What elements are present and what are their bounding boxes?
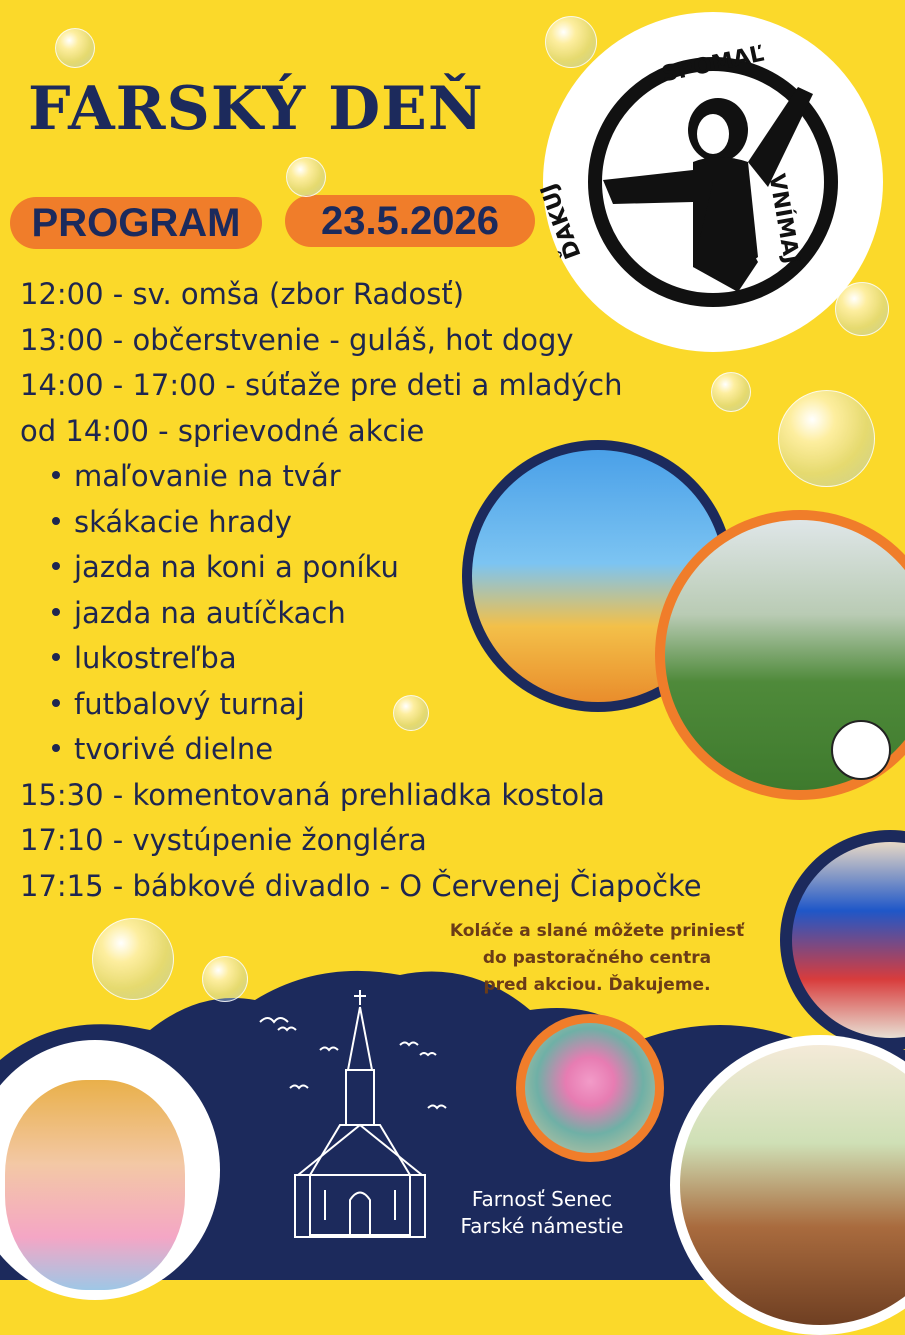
note-line: pred akciou. Ďakujeme. xyxy=(483,975,711,995)
bubble-decoration xyxy=(202,956,248,1002)
logo-text-left: ĎAKUJ xyxy=(536,180,587,262)
activity-item: tvorivé dielne xyxy=(20,727,702,773)
logo-text-right: VNÍMAJ xyxy=(763,172,804,266)
schedule-item: 17:10 - vystúpenie žongléra xyxy=(20,823,427,857)
note xyxy=(412,918,782,999)
activity-item: lukostreľba xyxy=(20,636,702,682)
footer-address xyxy=(452,1186,632,1240)
bubble-decoration xyxy=(393,695,429,731)
activity-item: skákacie hrady xyxy=(20,500,702,546)
date-badge: 23.5.2026 xyxy=(285,195,535,247)
parish-name: Farnosť Senec xyxy=(471,1187,613,1211)
schedule-item: 15:30 - komentovaná prehliadka kostola xyxy=(20,777,605,812)
bubble-decoration xyxy=(92,918,174,1000)
bubble-decoration xyxy=(545,16,597,68)
note-line: do pastoračného centra xyxy=(482,948,712,968)
note-line: Koláče a slané môžete priniesť xyxy=(449,921,745,941)
birds-icon xyxy=(250,1010,460,1120)
schedule-item: 17:15 - bábkové divadlo - O Červenej Čiapočke xyxy=(20,868,702,903)
bubble-decoration xyxy=(778,390,875,487)
program-badge: PROGRAM xyxy=(10,197,262,249)
bubble-decoration xyxy=(286,157,326,197)
schedule-item: 13:00 - občerstvenie - guláš, hot dogy xyxy=(20,322,574,357)
activity-item: jazda na koni a poníku xyxy=(20,545,702,591)
cotton-candy-photo xyxy=(516,1014,664,1162)
activity-item: maľovanie na tvár xyxy=(20,454,702,500)
schedule-item: od 14:00 - sprievodné akcie xyxy=(20,413,425,448)
bubble-decoration xyxy=(835,282,889,336)
activity-item: jazda na autíčkach xyxy=(20,591,702,637)
bubble-decoration xyxy=(55,28,95,68)
page-title: FARSKÝ DEŇ xyxy=(28,74,484,144)
bubble-decoration xyxy=(711,372,751,412)
schedule-item: 12:00 - sv. omša (zbor Radosť) xyxy=(20,277,465,311)
logo-text-top: SPOMAĽ xyxy=(659,41,767,88)
parish-address: Farské námestie xyxy=(460,1214,624,1238)
schedule-item: 14:00 - 17:00 - súťaže pre deti a mladých xyxy=(20,368,623,402)
activity-item: futbalový turnaj xyxy=(20,682,702,728)
